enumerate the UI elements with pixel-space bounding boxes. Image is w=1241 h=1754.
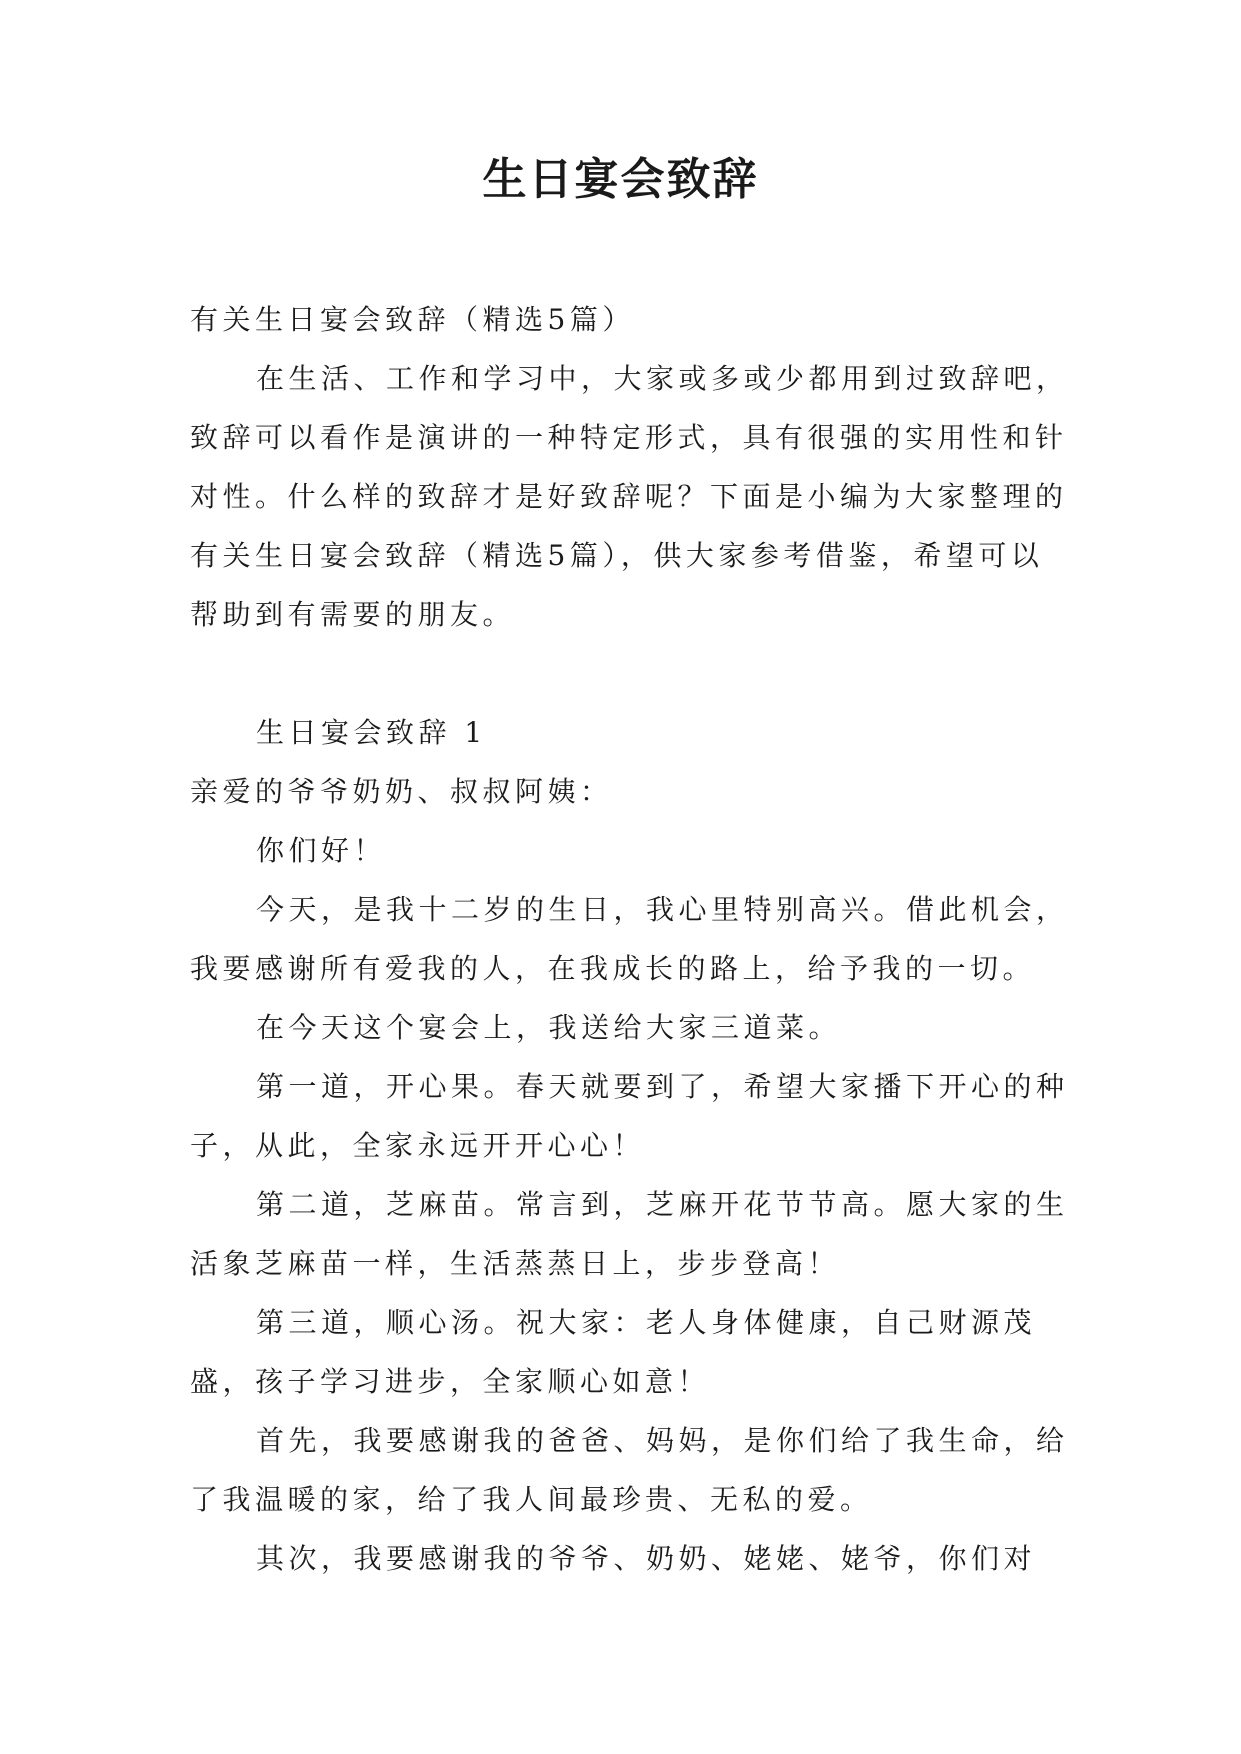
paragraph: 其次，我要感谢我的爷爷、奶奶、姥姥、姥爷，你们对 (256, 1542, 1037, 1575)
section-heading-1: 生日宴会致辞 1 (256, 716, 487, 749)
paragraph-spacer (190, 644, 1070, 703)
paragraph-intro: 在生活、工作和学习中，大家或多或少都用到过致辞吧，致辞可以看作是演讲的一种特定形式，具有很强的实用性和针对性。什么样的致辞才是好致辞呢？下面是小编为大家整理的有关生日宴会致辞（精选5篇），供大家参考借鉴，希望可以帮助到有需要的朋友。 (190, 362, 1069, 631)
paragraph: 首先，我要感谢我的爸爸、妈妈，是你们给了我生命，给了我温暖的家，给了我人间最珍贵、无私的爱。 (190, 1424, 1069, 1516)
paragraph-greeting: 你们好！ (256, 834, 387, 867)
paragraph: 第一道，开心果。春天就要到了，希望大家播下开心的种子，从此，全家永远开开心心！ (190, 1070, 1069, 1162)
paragraph: 第三道，顺心汤。祝大家：老人身体健康，自己财源茂盛，孩子学习进步，全家顺心如意！ (190, 1306, 1037, 1398)
paragraph: 在今天这个宴会上，我送给大家三道菜。 (256, 1011, 842, 1044)
document-title: 生日宴会致辞 (482, 154, 759, 205)
paragraph-salutation: 亲爱的爷爷奶奶、叔叔阿姨： (190, 775, 613, 808)
paragraph-subtitle: 有关生日宴会致辞（精选5篇） (190, 303, 635, 336)
paragraph: 第二道，芝麻苗。常言到，芝麻开花节节高。愿大家的生活象芝麻苗一样，生活蒸蒸日上，步步登高！ (190, 1188, 1069, 1280)
document-body (190, 290, 1070, 1588)
paragraph: 今天，是我十二岁的生日，我心里特别高兴。借此机会，我要感谢所有爱我的人，在我成长的路上，给予我的一切。 (190, 893, 1069, 985)
